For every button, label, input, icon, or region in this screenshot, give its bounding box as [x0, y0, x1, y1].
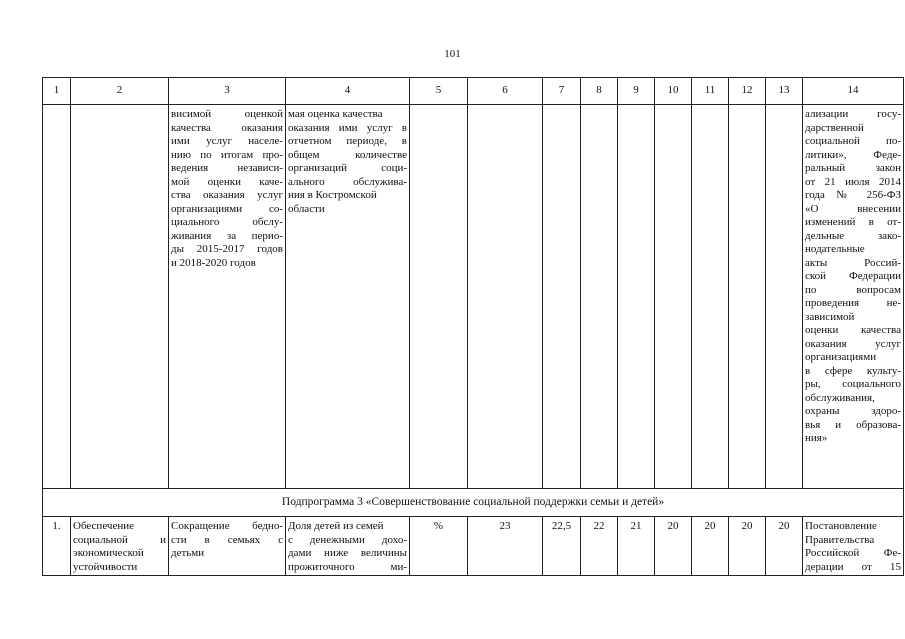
text-line: ры, социального — [805, 378, 901, 390]
value-cell: 20 — [655, 517, 692, 576]
text-line: ализации госу- — [805, 108, 901, 120]
text-line: висимой оценкой — [171, 108, 283, 120]
continuation-col3 — [169, 105, 286, 489]
empty-cell — [468, 105, 543, 489]
text-line: социальной по- — [805, 135, 901, 147]
text-line: Сокращение бедно- — [171, 520, 283, 532]
header-cell: 3 — [169, 78, 286, 105]
text-line: мой оценки каче- — [171, 175, 283, 188]
text-line: мая оценка качества — [288, 108, 383, 120]
text-line: дельные зако- — [805, 229, 901, 242]
indicator-cell — [286, 517, 410, 576]
unit-cell: % — [410, 517, 468, 576]
header-cell: 12 — [729, 78, 766, 105]
text-line: общем количестве — [288, 148, 407, 161]
text-line: ального обслужива- — [288, 175, 407, 188]
empty-cell — [581, 105, 618, 489]
text-line: оценки качества — [805, 324, 901, 336]
text-line: живания за перио- — [171, 229, 283, 242]
task-cell — [169, 517, 286, 576]
empty-cell — [543, 105, 581, 489]
text-line: нию по итогам про- — [171, 148, 283, 161]
subprogram-row — [43, 489, 904, 517]
header-cell: 11 — [692, 78, 729, 105]
text-line: зависимой — [805, 310, 855, 323]
text-line: изменений в от- — [805, 216, 901, 228]
text-line: ния» — [805, 432, 828, 444]
text-line: ния в Костромской — [288, 189, 377, 201]
text-line: акты Россий- — [805, 256, 901, 269]
header-cell: 4 — [286, 78, 410, 105]
header-cell: 8 — [581, 78, 618, 105]
text-line: дерации от 15 — [805, 560, 901, 573]
text-line: прожиточного ми- — [288, 560, 407, 573]
header-cell: 14 — [803, 78, 904, 105]
header-cell: 13 — [766, 78, 803, 105]
text-line: Правительства — [805, 533, 875, 546]
value-cell: 22 — [581, 517, 618, 576]
subprogram-title: Подпрограмма 3 «Совершенствование социальной поддержки семьи и детей» — [43, 489, 904, 517]
text-line: ской Федерации — [805, 270, 901, 282]
text-line: дарственной — [805, 121, 864, 134]
text-line: устойчивости — [73, 560, 138, 573]
text-line: экономической — [73, 547, 144, 559]
text-line: Российской Фе- — [805, 547, 901, 559]
text-line: организациями — [805, 351, 877, 363]
header-cell: 2 — [71, 78, 169, 105]
value-cell: 21 — [618, 517, 655, 576]
row-number: 1. — [43, 517, 71, 576]
text-line: ды 2015-2017 годов — [171, 243, 283, 255]
text-line: отчетном периоде, в — [288, 135, 407, 147]
text-line: детьми — [171, 547, 205, 559]
empty-cell — [43, 105, 71, 489]
text-line: от 21 июля 2014 — [805, 175, 901, 188]
value-cell: 22,5 — [543, 517, 581, 576]
empty-cell — [692, 105, 729, 489]
text-line: ральный закон — [805, 162, 901, 174]
page-number: 101 — [444, 48, 461, 60]
header-cell: 5 — [410, 78, 468, 105]
header-cell: 9 — [618, 78, 655, 105]
value-cell: 20 — [729, 517, 766, 576]
empty-cell — [71, 105, 169, 489]
value-cell: 23 — [468, 517, 543, 576]
text-line: года № 256-ФЗ — [805, 189, 901, 201]
indicators-table — [42, 77, 904, 576]
value-cell: 20 — [766, 517, 803, 576]
continuation-row — [43, 105, 904, 489]
table-row — [43, 517, 904, 576]
text-line: Доля детей из семей — [288, 520, 384, 532]
text-line: организаций соци- — [288, 162, 407, 174]
continuation-col14 — [803, 105, 904, 489]
text-line: с денежными дохо- — [288, 533, 407, 546]
text-line: социальной и — [73, 533, 166, 546]
text-line: вья и образова- — [805, 418, 901, 431]
text-line: Обеспечение — [73, 520, 134, 532]
text-line: по вопросам — [805, 283, 901, 296]
text-line: циального обслу- — [171, 216, 283, 228]
empty-cell — [729, 105, 766, 489]
header-cell: 10 — [655, 78, 692, 105]
empty-cell — [410, 105, 468, 489]
text-line: сти в семьях с — [171, 533, 283, 546]
empty-cell — [766, 105, 803, 489]
text-line: обслуживания, — [805, 391, 875, 404]
header-cell: 6 — [468, 78, 543, 105]
text-line: области — [288, 202, 325, 215]
text-line: и 2018-2020 годов — [171, 256, 256, 269]
text-line: литики», Феде- — [805, 148, 901, 161]
text-line: оказания ими услуг в — [288, 121, 407, 134]
text-line: в сфере культу- — [805, 364, 901, 377]
empty-cell — [655, 105, 692, 489]
text-line: ведения независи- — [171, 162, 283, 174]
text-line: нодательные — [805, 243, 865, 255]
value-cell: 20 — [692, 517, 729, 576]
text-line: проведения не- — [805, 297, 901, 309]
goal-cell — [71, 517, 169, 576]
text-line: ими услуг населе- — [171, 135, 283, 147]
text-line: организациями со- — [171, 202, 283, 215]
header-cell: 1 — [43, 78, 71, 105]
header-cell: 7 — [543, 78, 581, 105]
text-line: оказания услуг — [805, 337, 901, 350]
column-number-row — [43, 78, 904, 105]
text-line: ства оказания услуг — [171, 189, 283, 201]
text-line: Постановление — [805, 520, 877, 532]
continuation-col4 — [286, 105, 410, 489]
text-line: «О внесении — [805, 202, 901, 215]
text-line: дами ниже величины — [288, 547, 407, 559]
text-line: охраны здоро- — [805, 405, 901, 417]
empty-cell — [618, 105, 655, 489]
text-line: качества оказания — [171, 121, 283, 134]
legal-basis-cell — [803, 517, 904, 576]
